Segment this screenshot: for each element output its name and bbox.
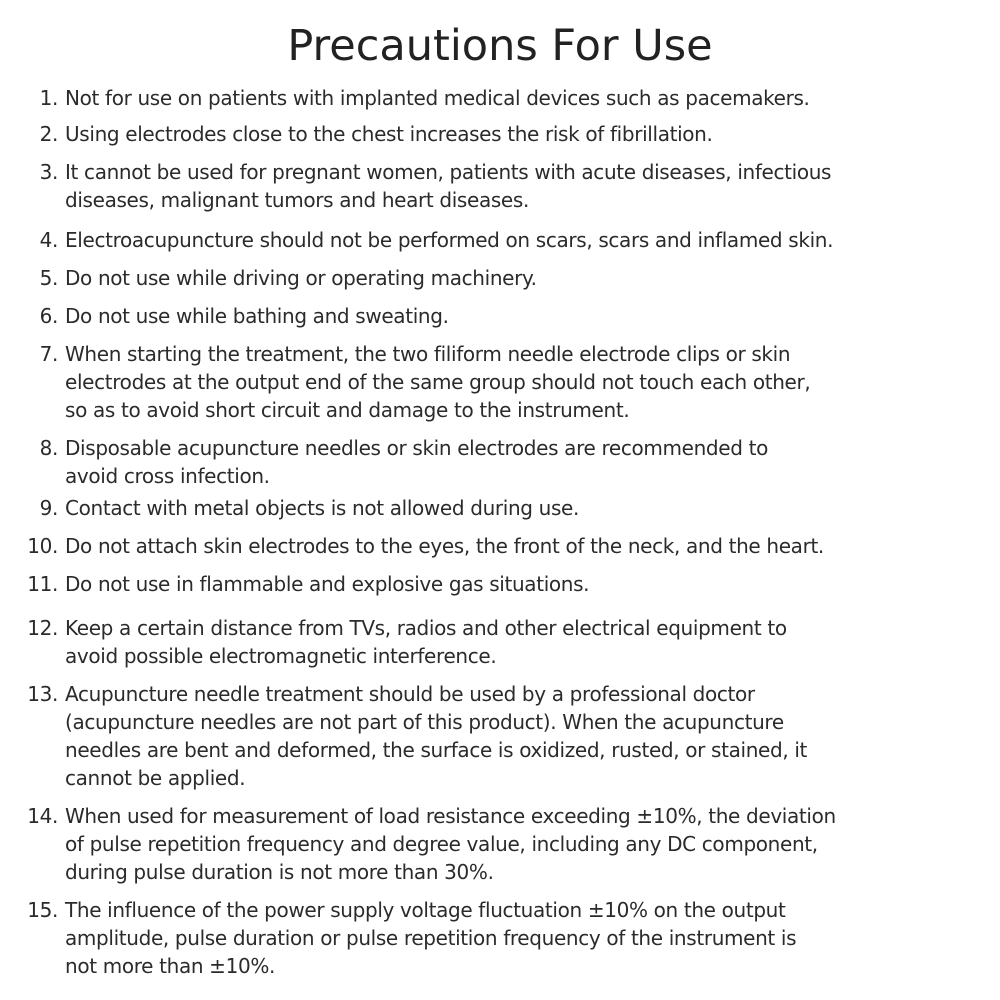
item-text (65, 434, 980, 490)
item-text-line: not more than ±10%. (65, 954, 276, 978)
item-text-line: Acupuncture needle treatment should be used by a professional doctor (65, 682, 755, 706)
item-text-line: so as to avoid short circuit and damage to the instrument. (65, 398, 630, 422)
item-text (65, 158, 980, 214)
item-text-line: of pulse repetition frequency and degree value, including any DC component, (65, 832, 818, 856)
item-text (65, 302, 980, 330)
item-text-line: Disposable acupuncture needles or skin electrodes are recommended to (65, 436, 768, 460)
item-text-line: Do not use in flammable and explosive gas situations. (65, 572, 590, 596)
item-text-line: Electroacupuncture should not be performed on scars, scars and inflamed skin. (65, 228, 834, 252)
item-number: 12. (27, 616, 58, 640)
item-number: 5. (39, 266, 58, 290)
item-text-line: The influence of the power supply voltage fluctuation ±10% on the output (65, 898, 786, 922)
page-title: Precautions For Use (287, 21, 713, 71)
item-number: 3. (39, 160, 58, 184)
item-number: 2. (39, 122, 58, 146)
item-number: 15. (27, 898, 58, 922)
item-text-line: Do not attach skin electrodes to the eyes, the front of the neck, and the heart. (65, 534, 824, 558)
item-number: 4. (39, 228, 58, 252)
item-text-line: cannot be applied. (65, 766, 246, 790)
item-number: 7. (39, 342, 58, 366)
item-text-line: (acupuncture needles are not part of this product). When the acupuncture (65, 710, 784, 734)
item-text-line: avoid possible electromagnetic interference. (65, 644, 497, 668)
item-number: 11. (27, 572, 58, 596)
item-text (65, 802, 980, 886)
item-text-line: needles are bent and deformed, the surface is oxidized, rusted, or stained, it (65, 738, 808, 762)
item-text-line: Do not use while driving or operating machinery. (65, 266, 537, 290)
item-text (65, 84, 980, 112)
item-number: 14. (27, 804, 58, 828)
item-text (65, 680, 980, 792)
item-text (65, 494, 980, 522)
item-number: 10. (27, 534, 58, 558)
item-number: 9. (39, 496, 58, 520)
item-number: 8. (39, 436, 58, 460)
item-text-line: Using electrodes close to the chest increases the risk of fibrillation. (65, 122, 713, 146)
item-text (65, 896, 980, 980)
item-text (65, 614, 980, 670)
item-text (65, 340, 980, 424)
item-text (65, 570, 980, 598)
item-text-line: Keep a certain distance from TVs, radios and other electrical equipment to (65, 616, 787, 640)
item-text-line: avoid cross infection. (65, 464, 270, 488)
item-text-line: Not for use on patients with implanted medical devices such as pacemakers. (65, 86, 810, 110)
item-text-line: When starting the treatment, the two filiform needle electrode clips or skin (65, 342, 791, 366)
item-text-line: When used for measurement of load resistance exceeding ±10%, the deviation (65, 804, 836, 828)
item-number: 6. (39, 304, 58, 328)
item-text-line: diseases, malignant tumors and heart diseases. (65, 188, 529, 212)
item-text-line: amplitude, pulse duration or pulse repetition frequency of the instrument is (65, 926, 797, 950)
item-text-line: electrodes at the output end of the same group should not touch each other, (65, 370, 811, 394)
item-text-line: It cannot be used for pregnant women, patients with acute diseases, infectious (65, 160, 832, 184)
item-text (65, 226, 980, 254)
item-text (65, 120, 980, 148)
item-text-line: Do not use while bathing and sweating. (65, 304, 449, 328)
item-text-line: Contact with metal objects is not allowed during use. (65, 496, 580, 520)
item-text-line: during pulse duration is not more than 30%. (65, 860, 494, 884)
item-text (65, 264, 980, 292)
item-number: 13. (27, 682, 58, 706)
item-text (65, 532, 980, 560)
item-number: 1. (39, 86, 58, 110)
